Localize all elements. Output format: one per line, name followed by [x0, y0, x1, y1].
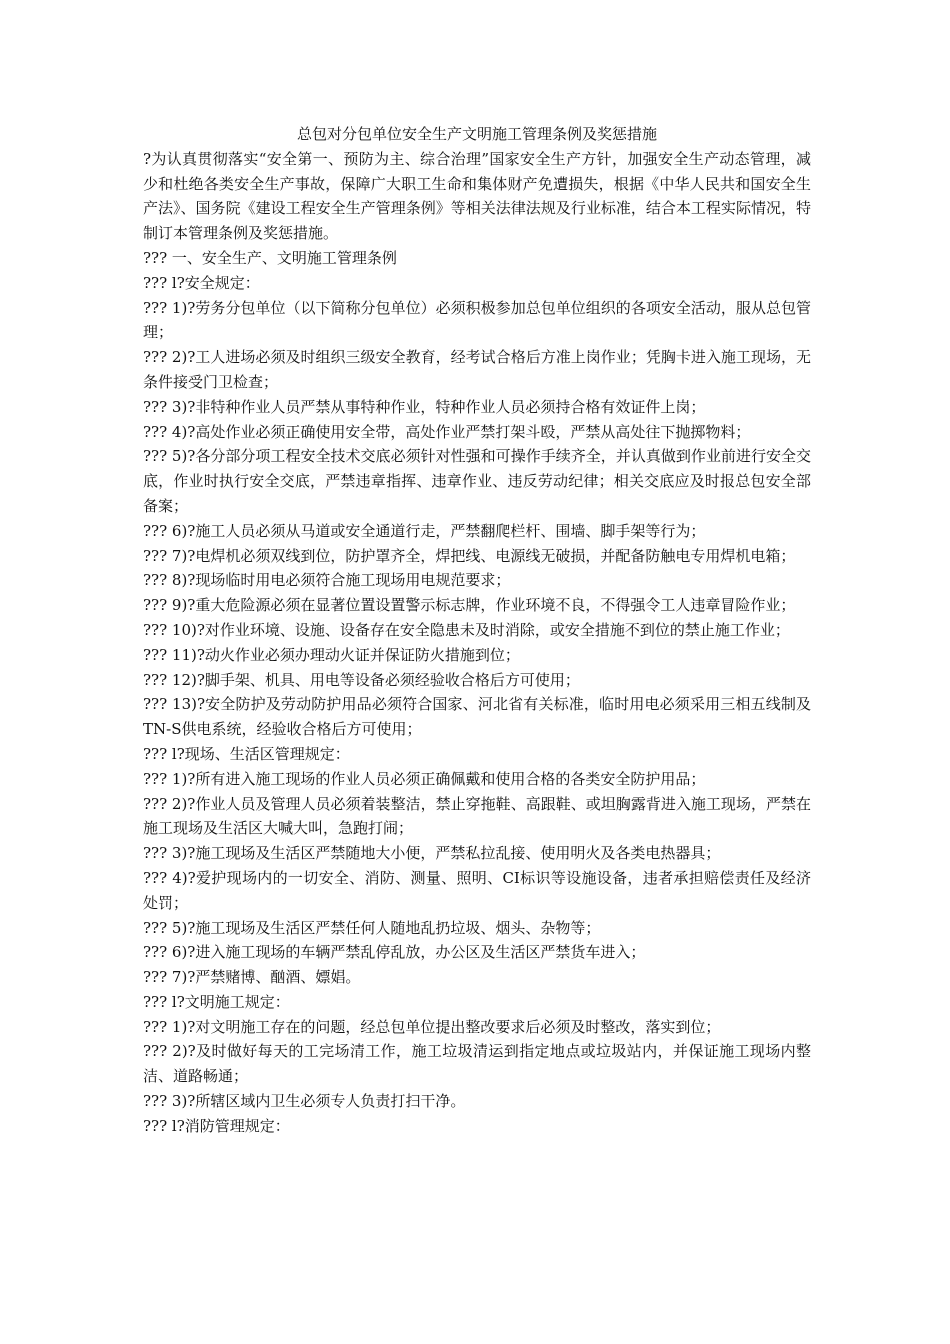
- paragraph: ??? 一、安全生产、文明施工管理条例: [143, 248, 397, 267]
- document-body: [143, 147, 811, 1139]
- paragraph: ??? 4)?爱护现场内的一切安全、消防、测量、照明、CI标识等设施设备，违者承担赔偿责任及经济处罚；: [143, 868, 811, 912]
- paragraph: ??? 5)?各分部分项工程安全技术交底必须针对性强和可操作手续齐全，并认真做到作业前进行安全交底，作业时执行安全交底，严禁违章指挥、违章作业、违反劳动纪律；相关交底应及时报总包安全部备案；: [143, 447, 811, 515]
- document-page: [143, 122, 811, 1139]
- paragraph: ??? 6)?进入施工现场的车辆严禁乱停乱放，办公区及生活区严禁货车进入；: [143, 943, 646, 962]
- paragraph: ??? 4)?高处作业必须正确使用安全带，高处作业严禁打架斗殴，严禁从高处往下抛掷物料；: [143, 422, 751, 441]
- paragraph: ??? 7)?严禁赌博、酗酒、嫖娼。: [143, 968, 361, 987]
- paragraph: ??? 1)?所有进入施工现场的作业人员必须正确佩戴和使用合格的各类安全防护用品；: [143, 769, 706, 788]
- document-title: 总包对分包单位安全生产文明施工管理条例及奖惩措施: [296, 125, 657, 143]
- paragraph: ??? 9)?重大危险源必须在显著位置设置警示标志牌，作业环境不良，不得强令工人违章冒险作业；: [143, 596, 796, 615]
- paragraph: ??? 3)?所辖区域内卫生必须专人负责打扫干净。: [143, 1092, 466, 1111]
- paragraph: ??? 7)?电焊机必须双线到位，防护罩齐全，焊把线、电源线无破损，并配备防触电专用焊机电箱；: [143, 546, 796, 565]
- paragraph: ??? l?现场、生活区管理规定：: [143, 744, 350, 763]
- paragraph: ??? l?消防管理规定：: [143, 1116, 290, 1135]
- paragraph: ??? 2)?及时做好每天的工完场清工作，施工垃圾清运到指定地点或垃圾站内，并保证施工现场内整洁、道路畅通；: [143, 1042, 811, 1086]
- paragraph: ??? 2)?工人进场必须及时组织三级安全教育，经考试合格后方准上岗作业；凭胸卡进入施工现场，无条件接受门卫检查；: [143, 348, 811, 391]
- paragraph: ??? 12)?脚手架、机具、用电等设备必须经验收合格后方可使用；: [143, 670, 580, 689]
- paragraph: ??? 1)?对文明施工存在的问题，经总包单位提出整改要求后必须及时整改，落实到位；: [143, 1017, 721, 1036]
- paragraph: ??? 2)?作业人员及管理人员必须着装整洁，禁止穿拖鞋、高跟鞋、或坦胸露背进入施工现场，严禁在施工现场及生活区大喊大叫，急跑打闹；: [143, 794, 811, 838]
- paragraph: ??? 1)?劳务分包单位（以下简称分包单位）必须积极参加总包单位组织的各项安全活动，服从总包管理；: [143, 298, 811, 342]
- paragraph: ??? 6)?施工人员必须从马道或安全通道行走，严禁翻爬栏杆、围墙、脚手架等行为；: [143, 521, 706, 540]
- paragraph: ??? 8)?现场临时用电必须符合施工现场用电规范要求；: [143, 571, 511, 590]
- paragraph: ??? 3)?非特种作业人员严禁从事特种作业，特种作业人员必须持合格有效证件上岗；: [143, 397, 706, 416]
- paragraph: ?为认真贯彻落实“安全第一、预防为主、综合治理”国家安全生产方针，加强安全生产动态管理，减少和杜绝各类安全生产事故，保障广大职工生命和集体财产免遭损失，根据《中华人民共和国安全生产法》、国务院《建设工程安全生产管理条例》等相关法律法规及行业标准，结合本工程实际情况，特制订本管理条例及奖惩措施。: [143, 149, 811, 243]
- paragraph: ??? 5)?施工现场及生活区严禁任何人随地乱扔垃圾、烟头、杂物等；: [143, 918, 601, 937]
- paragraph: ??? l?文明施工规定：: [143, 992, 290, 1011]
- paragraph: ??? l?安全规定：: [143, 273, 260, 292]
- paragraph: ??? 3)?施工现场及生活区严禁随地大小便，严禁私拉乱接、使用明火及各类电热器具；: [143, 844, 721, 863]
- paragraph: ??? 13)?安全防护及劳动防护用品必须符合国家、河北省有关标准，临时用电必须采用三相五线制及TN-S供电系统，经验收合格后方可使用；: [143, 695, 811, 739]
- paragraph: ??? 10)?对作业环境、设施、设备存在安全隐患未及时消除，或安全措施不到位的禁止施工作业；: [143, 620, 790, 639]
- paragraph: ??? 11)?动火作业必须办理动火证并保证防火措施到位；: [143, 645, 520, 664]
